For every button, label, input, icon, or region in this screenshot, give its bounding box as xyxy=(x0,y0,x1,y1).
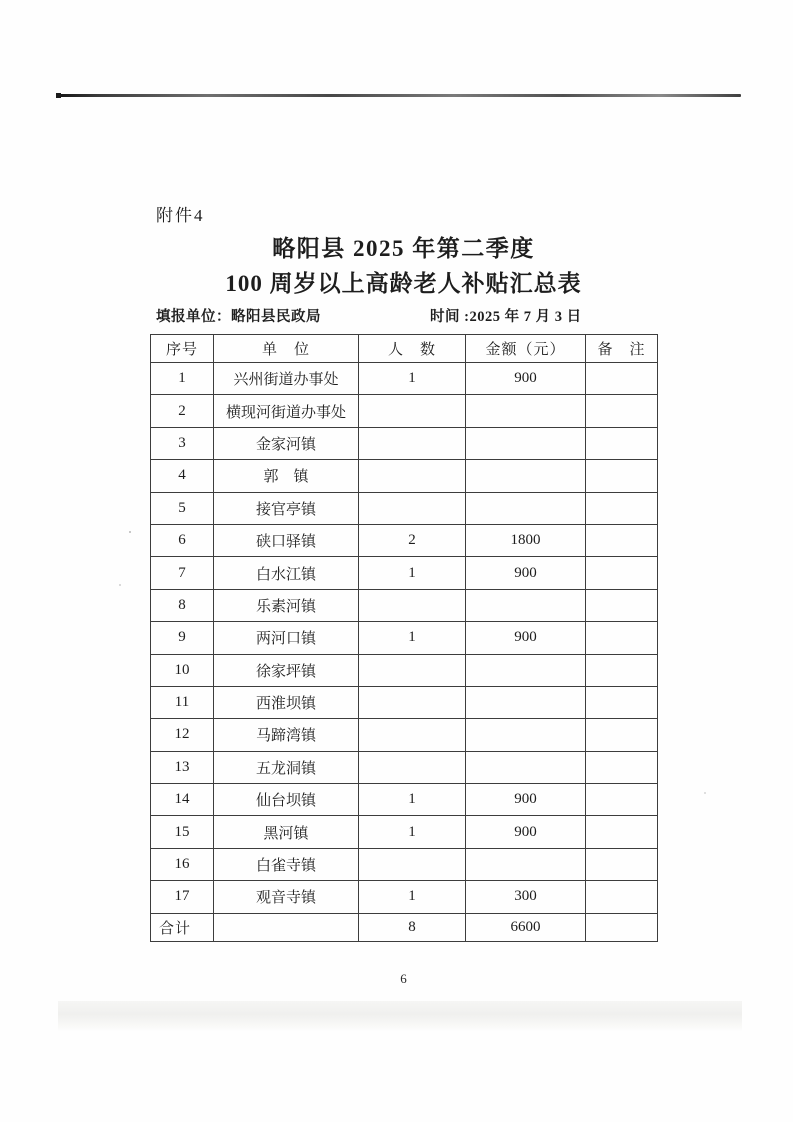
table-row xyxy=(151,589,658,621)
note xyxy=(586,848,658,880)
unit-name: 白雀寺镇 xyxy=(214,848,359,880)
table-row xyxy=(151,751,658,783)
total-unit xyxy=(214,913,359,941)
total-note xyxy=(586,913,658,941)
header-amount: 金额（元） xyxy=(466,335,586,363)
document-title-line2: 100 周岁以上高龄老人补贴汇总表 xyxy=(225,271,582,296)
row-no: 15 xyxy=(151,816,214,848)
table-row xyxy=(151,492,658,524)
subsidy-summary-table xyxy=(150,334,658,942)
amount: 900 xyxy=(466,784,586,816)
person-count: 1 xyxy=(359,622,466,654)
table-meta-row xyxy=(150,305,657,325)
table-row xyxy=(151,524,658,556)
person-count: 1 xyxy=(359,784,466,816)
amount xyxy=(466,492,586,524)
person-count xyxy=(359,719,466,751)
reporting-unit: 填报单位：略阳县民政局 xyxy=(156,309,321,325)
attachment-label: 附件4 xyxy=(156,206,205,225)
header-row xyxy=(151,335,658,363)
unit-name: 黑河镇 xyxy=(214,816,359,848)
row-no: 12 xyxy=(151,719,214,751)
person-count xyxy=(359,492,466,524)
table-row xyxy=(151,622,658,654)
row-no: 13 xyxy=(151,751,214,783)
row-no: 7 xyxy=(151,557,214,589)
table-row xyxy=(151,719,658,751)
row-no: 14 xyxy=(151,784,214,816)
amount xyxy=(466,589,586,621)
row-no: 2 xyxy=(151,395,214,427)
note xyxy=(586,460,658,492)
person-count xyxy=(359,686,466,718)
row-no: 17 xyxy=(151,881,214,913)
table-body xyxy=(151,363,658,914)
table-header xyxy=(151,335,658,363)
person-count: 1 xyxy=(359,557,466,589)
table-row xyxy=(151,686,658,718)
scan-dot-artifact xyxy=(56,93,61,98)
row-no: 16 xyxy=(151,848,214,880)
table-row xyxy=(151,395,658,427)
row-no: 9 xyxy=(151,622,214,654)
row-no: 4 xyxy=(151,460,214,492)
amount xyxy=(466,654,586,686)
unit-name: 硖口驿镇 xyxy=(214,524,359,556)
person-count xyxy=(359,589,466,621)
report-time: 时间 :2025 年 7 月 3 日 xyxy=(430,309,582,325)
row-no: 10 xyxy=(151,654,214,686)
header-unit: 单 位 xyxy=(214,335,359,363)
total-label: 合计 xyxy=(151,913,214,941)
unit-name: 横现河街道办事处 xyxy=(214,395,359,427)
unit-name: 金家河镇 xyxy=(214,427,359,459)
amount xyxy=(466,395,586,427)
note xyxy=(586,719,658,751)
amount xyxy=(466,719,586,751)
scan-edge-artifact-top xyxy=(57,94,741,97)
person-count xyxy=(359,460,466,492)
note xyxy=(586,751,658,783)
note xyxy=(586,557,658,589)
person-count: 1 xyxy=(359,363,466,395)
note xyxy=(586,784,658,816)
note xyxy=(586,395,658,427)
row-no: 8 xyxy=(151,589,214,621)
row-no: 6 xyxy=(151,524,214,556)
note xyxy=(586,524,658,556)
total-row xyxy=(151,913,658,941)
table-row xyxy=(151,784,658,816)
row-no: 5 xyxy=(151,492,214,524)
table-row xyxy=(151,460,658,492)
unit-name: 两河口镇 xyxy=(214,622,359,654)
scan-speck xyxy=(704,792,706,794)
person-count xyxy=(359,395,466,427)
unit-name: 接官亭镇 xyxy=(214,492,359,524)
scan-speck xyxy=(129,531,131,533)
person-count: 1 xyxy=(359,881,466,913)
table-row xyxy=(151,848,658,880)
amount: 900 xyxy=(466,363,586,395)
unit-name: 兴州街道办事处 xyxy=(214,363,359,395)
amount: 300 xyxy=(466,881,586,913)
table-row xyxy=(151,881,658,913)
unit-name: 徐家坪镇 xyxy=(214,654,359,686)
amount xyxy=(466,751,586,783)
amount xyxy=(466,427,586,459)
unit-name: 马蹄湾镇 xyxy=(214,719,359,751)
person-count: 2 xyxy=(359,524,466,556)
note xyxy=(586,654,658,686)
person-count xyxy=(359,751,466,783)
note xyxy=(586,881,658,913)
person-count: 1 xyxy=(359,816,466,848)
header-count: 人 数 xyxy=(359,335,466,363)
note xyxy=(586,363,658,395)
note xyxy=(586,427,658,459)
table-row xyxy=(151,427,658,459)
unit-name: 西淮坝镇 xyxy=(214,686,359,718)
note xyxy=(586,492,658,524)
table-row xyxy=(151,816,658,848)
amount: 900 xyxy=(466,622,586,654)
amount xyxy=(466,848,586,880)
page-number: 6 xyxy=(400,971,407,986)
amount: 1800 xyxy=(466,524,586,556)
total-count: 8 xyxy=(359,913,466,941)
unit-name: 五龙洞镇 xyxy=(214,751,359,783)
document-title-line1: 略阳县 2025 年第二季度 xyxy=(272,236,535,261)
unit-name: 仙台坝镇 xyxy=(214,784,359,816)
amount: 900 xyxy=(466,816,586,848)
unit-name: 乐素河镇 xyxy=(214,589,359,621)
header-note: 备 注 xyxy=(586,335,658,363)
row-no: 1 xyxy=(151,363,214,395)
scan-speck xyxy=(119,584,121,586)
table-row xyxy=(151,363,658,395)
amount xyxy=(466,460,586,492)
table-footer xyxy=(151,913,658,941)
unit-name: 观音寺镇 xyxy=(214,881,359,913)
person-count xyxy=(359,427,466,459)
header-no: 序号 xyxy=(151,335,214,363)
person-count xyxy=(359,654,466,686)
note xyxy=(586,816,658,848)
row-no: 3 xyxy=(151,427,214,459)
table-row xyxy=(151,654,658,686)
amount xyxy=(466,686,586,718)
scan-edge-artifact-bottom xyxy=(58,1001,742,1031)
table-row xyxy=(151,557,658,589)
note xyxy=(586,686,658,718)
note xyxy=(586,622,658,654)
total-amount: 6600 xyxy=(466,913,586,941)
row-no: 11 xyxy=(151,686,214,718)
unit-name: 郭 镇 xyxy=(214,460,359,492)
amount: 900 xyxy=(466,557,586,589)
person-count xyxy=(359,848,466,880)
note xyxy=(586,589,658,621)
unit-name: 白水江镇 xyxy=(214,557,359,589)
